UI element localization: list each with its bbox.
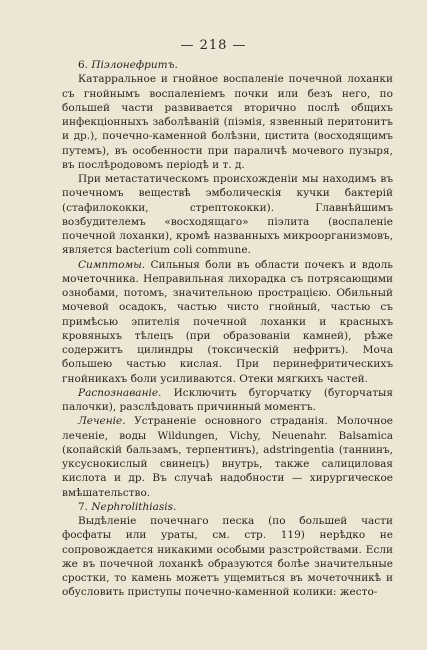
run-in-heading: Распознаваніе. xyxy=(78,386,162,399)
section-title: Nephrolithiasis. xyxy=(91,500,177,513)
paragraph: Катарральное и гнойное воспаленіе почечной лоханки съ гнойнымъ воспаленіемъ почки или безъ него, по большей части развивается вторично послѣ общихъ инфекціонныхъ заболѣваній (піэмія, язвенный перитонитъ и др.), почечно-каменной болѣзни, цистита (восходящимъ путемъ), въ особенности при параличѣ мочевого пузыря, въ послѣродовомъ періодѣ и т. д. xyxy=(62,73,393,171)
paragraph: При метастатическомъ происхожденіи мы находимъ въ почечномъ веществѣ эмболическія кучки бактерій (стафилококки, стрептококки). Главнѣйшимъ возбудителемъ «восходящаго» піэлита (воспаленіе почечной лоханки), кромѣ названныхъ микроорганизмовъ, является bacterium coli commune. xyxy=(62,173,393,257)
paragraph xyxy=(62,258,393,386)
section-number: 7. xyxy=(78,500,92,513)
run-in-heading: Симптомы. xyxy=(78,258,146,271)
paragraph-text: Устраненіе основного страданія. Молочное леченіе, воды Wildungen, Vichy, Neuenahr. Balsamica (копайскій бальзамъ, терпентинъ), adstringentia (таннинъ, уксуснокислый свинецъ) внутрь, также салициловая кислота и др. Въ случаѣ надобности — хирургическое вмѣшательство. xyxy=(62,415,393,499)
section-title: Пiэлонефритъ. xyxy=(91,59,178,71)
paragraph-text: Исключить бугорчатку (бугорчатыя палочки), разслѣдовать причинный моментъ. xyxy=(62,386,393,413)
run-in-heading: Леченіе. xyxy=(78,415,126,428)
page-number: — 218 — xyxy=(180,38,247,53)
paragraph: Выдѣленіе почечнаго песка (по большей части фосфаты или ураты, см. стр. 119) нерѣдко не сопровождается никакими особыми разстройствами. Если же въ почечной лоханкѣ образуются болѣе значительные сростки, то камень можетъ ущемиться въ мочеточникѣ и обусловить приступы почечно-каменной колики: жесто- xyxy=(62,515,393,599)
section-heading xyxy=(62,500,393,514)
section-number: 6. xyxy=(78,59,92,71)
paragraph-text: Сильныя боли въ области почекъ и вдоль мочеточника. Неправильная лихорадка съ потрясающими ознобами, потомъ, значительною прострацією. Обильный мочевой осадокъ, частью чисто гнойный, частью съ примѣсью эпителія почечной лоханки и красныхъ кровяныхъ тѣлецъ (при образованіи камней), рѣже содержитъ цилиндры (токсическій нефритъ). Моча большею частью кислая. При перинефритическихъ гнойникахъ боли усиливаются. Отеки мягкихъ частей. xyxy=(62,258,393,385)
page-body xyxy=(62,58,393,600)
paragraph xyxy=(62,414,393,500)
paragraph xyxy=(62,386,393,415)
section-heading xyxy=(62,58,393,72)
